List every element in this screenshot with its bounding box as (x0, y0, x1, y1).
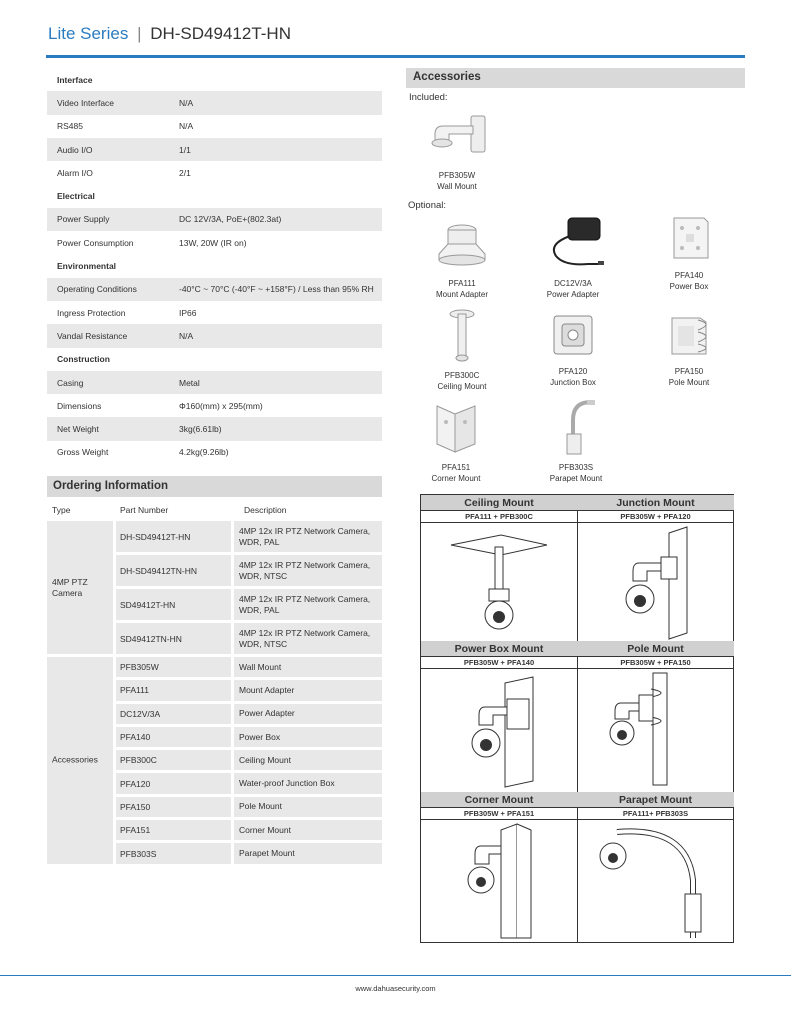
accessory-code: DC12V/3A (554, 279, 592, 288)
ordering-row (116, 657, 382, 680)
spec-value: N/A (179, 121, 194, 132)
part-number: DH-SD49412T-HN (116, 521, 234, 552)
part-description: Corner Mount (239, 824, 291, 835)
page-header (0, 0, 791, 60)
accessory-name: Wall Mount (437, 182, 477, 191)
part-description: 4MP 12x IR PTZ Network Camera, WDR, PAL (239, 525, 371, 547)
ordering-row (116, 589, 382, 623)
mount-title: Parapet Mount (577, 792, 734, 808)
wall-mount-icon (423, 114, 491, 164)
spec-value: 2/1 (179, 167, 191, 178)
spec-row (47, 161, 382, 184)
accessory-name: Power Box (669, 282, 709, 291)
accessory-code: PFA120 (558, 367, 588, 376)
part-number: PFA120 (116, 773, 234, 793)
ordering-row (116, 623, 382, 657)
corner-mount-diagram-icon (421, 820, 577, 941)
spec-key: Ingress Protection (57, 307, 126, 318)
mount-ceiling (421, 495, 578, 642)
title-separator: | (137, 24, 142, 43)
parapet-mount-diagram-icon (577, 820, 733, 941)
spec-value: 4.2kg(9.26lb) (179, 447, 229, 458)
spec-key: Gross Weight (57, 447, 109, 458)
model-number: DH-SD49412T-HN (150, 24, 291, 43)
spec-row (47, 91, 382, 114)
ordering-type-label: Accessories (52, 754, 98, 765)
ordering-type-label: 4MP PTZ Camera (52, 576, 88, 598)
part-number: PFB303S (116, 843, 234, 863)
col-type: Type (52, 505, 71, 515)
part-number: PFA111 (116, 680, 234, 700)
junction-box-icon (550, 312, 596, 360)
ordering-group (47, 657, 382, 867)
spec-row (47, 115, 382, 138)
col-description: Description (244, 505, 287, 515)
spec-key: Environmental (57, 261, 117, 272)
accessory-name: Parapet Mount (549, 474, 603, 483)
part-description: Power Box (239, 731, 281, 742)
ordering-row (116, 843, 382, 866)
part-number: SD49412TN-HN (116, 623, 234, 654)
spec-value: -40°C ~ 70°C (-40°F ~ +158°F) / Less than 95% RH (179, 284, 374, 295)
spec-row (47, 371, 382, 394)
ordering-row (116, 750, 382, 773)
ceiling-mount-diagram-icon (421, 523, 577, 641)
spec-value: N/A (179, 330, 194, 341)
spec-key: Electrical (57, 191, 95, 202)
optional-label: Optional: (408, 200, 447, 211)
accessory-pfa140 (644, 214, 734, 292)
part-number: PFB300C (116, 750, 234, 770)
spec-table (47, 68, 382, 464)
ordering-row (116, 704, 382, 727)
spec-row (47, 417, 382, 440)
ordering-row (116, 521, 382, 555)
spec-value: N/A (179, 97, 194, 108)
mount-combo: PFA111 + PFB300C (421, 511, 577, 523)
ordering-row (116, 680, 382, 703)
spec-key: Net Weight (57, 424, 99, 435)
part-number: PFA151 (116, 820, 234, 840)
power-adapter-icon (540, 214, 606, 272)
mount-combo: PFB305W + PFA150 (577, 657, 734, 669)
spec-row (47, 394, 382, 417)
part-description: 4MP 12x IR PTZ Network Camera, WDR, NTSC (239, 627, 371, 649)
mount-adapter-icon (431, 218, 493, 272)
mount-combo: PFB305W + PFA120 (577, 511, 734, 523)
spec-key: Interface (57, 74, 93, 85)
pole-mount-diagram-icon (577, 669, 733, 791)
ordering-header-row (47, 499, 382, 521)
accessory-pfb303s (531, 396, 621, 484)
ordering-group (47, 521, 382, 657)
spec-row (47, 208, 382, 231)
spec-key: Construction (57, 354, 110, 365)
part-number: DH-SD49412TN-HN (116, 555, 234, 586)
col-part-number: Part Number (120, 505, 169, 515)
included-label: Included: (409, 92, 448, 103)
spec-value: 3kg(6.61lb) (179, 424, 222, 435)
mount-title: Ceiling Mount (421, 495, 577, 511)
mount-parapet (577, 792, 734, 943)
ordering-table (47, 499, 382, 867)
mount-corner (421, 792, 578, 943)
spec-key: RS485 (57, 121, 83, 132)
mount-title: Pole Mount (577, 641, 734, 657)
header-divider (46, 55, 745, 58)
spec-row (47, 278, 382, 301)
series-name: Lite Series (48, 24, 129, 43)
accessory-name: Power Adapter (546, 290, 600, 299)
spec-row (47, 441, 382, 464)
part-number: DC12V/3A (116, 704, 234, 724)
parapet-mount-icon (551, 396, 601, 456)
part-description: Mount Adapter (239, 684, 295, 695)
spec-key: Operating Conditions (57, 284, 137, 295)
part-description: Ceiling Mount (239, 754, 291, 765)
page-title (48, 24, 291, 44)
accessory-pfa120 (528, 312, 618, 388)
accessory-code: PFB305W (438, 171, 476, 180)
spec-section-header (47, 254, 382, 277)
mount-pole (577, 641, 734, 793)
accessory-code: PFA150 (674, 367, 704, 376)
accessory-dc12v3a (528, 214, 618, 300)
part-number: PFA150 (116, 797, 234, 817)
part-description: Water-proof Junction Box (239, 778, 335, 789)
mount-power-box (421, 641, 578, 793)
spec-row (47, 301, 382, 324)
ordering-row (116, 555, 382, 589)
accessory-code: PFB300C (444, 371, 480, 380)
mount-title: Corner Mount (421, 792, 577, 808)
accessory-pfa151 (411, 400, 501, 484)
mount-combo: PFA111+ PFB303S (577, 808, 734, 820)
spec-row (47, 324, 382, 347)
part-number: PFA140 (116, 727, 234, 747)
accessory-code: PFA140 (674, 271, 704, 280)
part-description: Wall Mount (239, 661, 282, 672)
pole-mount-icon (662, 310, 716, 360)
mount-junction (577, 495, 734, 642)
spec-key: Audio I/O (57, 144, 93, 155)
mount-title: Power Box Mount (421, 641, 577, 657)
spec-key: Power Consumption (57, 237, 134, 248)
ordering-row (116, 797, 382, 820)
spec-value: Φ160(mm) x 295(mm) (179, 400, 263, 411)
accessory-name: Corner Mount (431, 474, 481, 483)
ordering-type-cell (47, 657, 116, 867)
spec-key: Power Supply (57, 214, 110, 225)
power-box-icon (664, 214, 714, 264)
part-number: SD49412T-HN (116, 589, 234, 620)
accessory-pfa111 (417, 218, 507, 300)
power-box-mount-diagram-icon (421, 669, 577, 791)
spec-value: Metal (179, 377, 200, 388)
accessory-name: Ceiling Mount (437, 382, 487, 391)
ordering-row (116, 727, 382, 750)
part-description: Power Adapter (239, 708, 295, 719)
spec-value: 13W, 20W (IR on) (179, 237, 247, 248)
ceiling-mount-icon (437, 308, 487, 364)
part-number: PFB305W (116, 657, 234, 677)
part-description: 4MP 12x IR PTZ Network Camera, WDR, NTSC (239, 559, 371, 581)
accessories-title: Accessories (406, 68, 745, 88)
junction-mount-diagram-icon (577, 523, 733, 641)
spec-row (47, 231, 382, 254)
spec-value: IP66 (179, 307, 197, 318)
accessory-pfb305w (412, 114, 502, 192)
spec-key: Alarm I/O (57, 167, 93, 178)
mount-combo: PFB305W + PFA151 (421, 808, 577, 820)
part-description: Pole Mount (239, 801, 282, 812)
part-description: 4MP 12x IR PTZ Network Camera, WDR, PAL (239, 593, 371, 615)
spec-section-header (47, 68, 382, 91)
spec-key: Casing (57, 377, 84, 388)
accessory-name: Mount Adapter (435, 290, 489, 299)
spec-value: 1/1 (179, 144, 191, 155)
mount-title: Junction Mount (577, 495, 734, 511)
accessory-name: Pole Mount (668, 378, 710, 387)
ordering-row (116, 773, 382, 796)
spec-section-header (47, 348, 382, 371)
spec-key: Video Interface (57, 97, 115, 108)
ordering-title: Ordering Information (47, 476, 382, 497)
accessory-code: PFB303S (558, 463, 594, 472)
accessory-name: Junction Box (550, 378, 596, 387)
spec-key: Vandal Resistance (57, 330, 128, 341)
spec-key: Dimensions (57, 400, 102, 411)
accessory-pfb300c (417, 308, 507, 392)
accessory-code: PFA111 (448, 279, 476, 288)
mount-diagram-grid (420, 494, 734, 943)
corner-mount-icon (431, 400, 481, 456)
spec-row (47, 138, 382, 161)
accessory-pfa150 (644, 310, 734, 388)
ordering-type-cell (47, 521, 116, 657)
mount-combo: PFB305W + PFA140 (421, 657, 577, 669)
spec-section-header (47, 184, 382, 207)
footer-url: www.dahuasecurity.com (355, 984, 436, 993)
ordering-row (116, 820, 382, 843)
part-description: Parapet Mount (239, 848, 295, 859)
accessory-code: PFA151 (441, 463, 471, 472)
spec-value: DC 12V/3A, PoE+(802.3at) (179, 214, 282, 225)
footer-divider (0, 975, 791, 976)
